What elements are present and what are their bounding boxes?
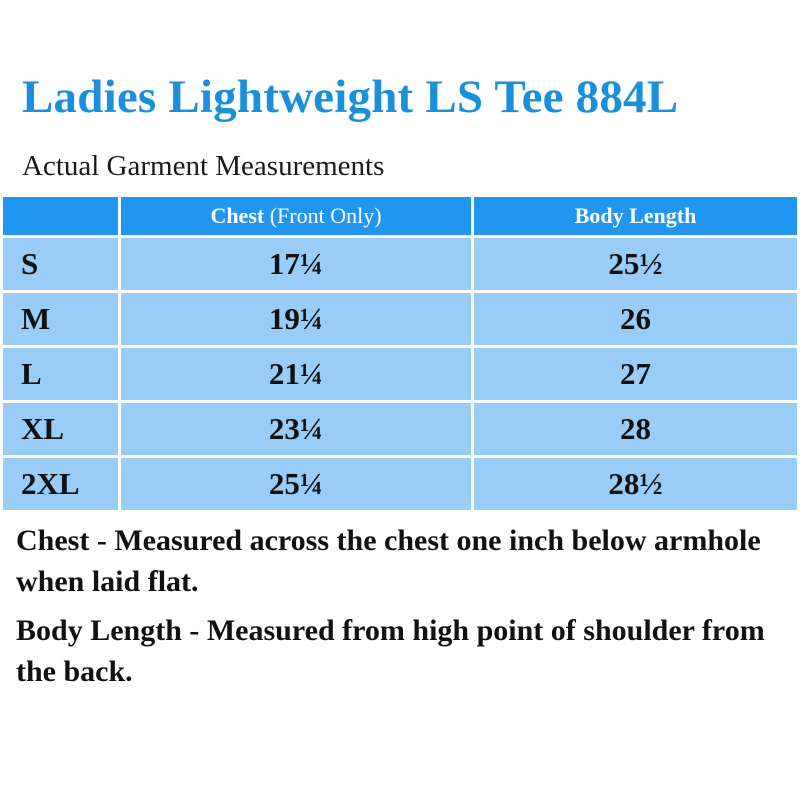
size-cell: M <box>3 293 118 345</box>
length-cell: 26 <box>474 293 797 345</box>
size-cell: XL <box>3 403 118 455</box>
length-cell: 28 <box>474 403 797 455</box>
chest-cell: 21¼ <box>121 348 471 400</box>
size-chart-table <box>0 194 800 513</box>
length-cell: 28½ <box>474 458 797 510</box>
table-row <box>3 348 797 400</box>
header-chest-qualifier: (Front Only) <box>269 203 382 228</box>
chest-cell: 23¼ <box>121 403 471 455</box>
body-length-measurement-note: Body Length - Measured from high point of shoulder from the back. <box>16 614 765 688</box>
header-chest <box>121 197 471 235</box>
table-header-row <box>3 197 797 235</box>
table-row <box>3 293 797 345</box>
size-cell: L <box>3 348 118 400</box>
table-row <box>3 458 797 510</box>
chest-cell: 19¼ <box>121 293 471 345</box>
table-row <box>3 403 797 455</box>
length-cell: 25½ <box>474 238 797 290</box>
size-cell: 2XL <box>3 458 118 510</box>
header-body-length: Body Length <box>474 197 797 235</box>
header-chest-label: Chest <box>210 203 265 228</box>
page-subtitle: Actual Garment Measurements <box>22 150 385 182</box>
header-size <box>3 197 118 235</box>
size-cell: S <box>3 238 118 290</box>
chest-cell: 17¼ <box>121 238 471 290</box>
table-row <box>3 238 797 290</box>
length-cell: 27 <box>474 348 797 400</box>
page-title: Ladies Lightweight LS Tee 884L <box>22 71 679 123</box>
chest-cell: 25¼ <box>121 458 471 510</box>
chest-measurement-note: Chest - Measured across the chest one inch below armhole when laid flat. <box>16 524 761 598</box>
